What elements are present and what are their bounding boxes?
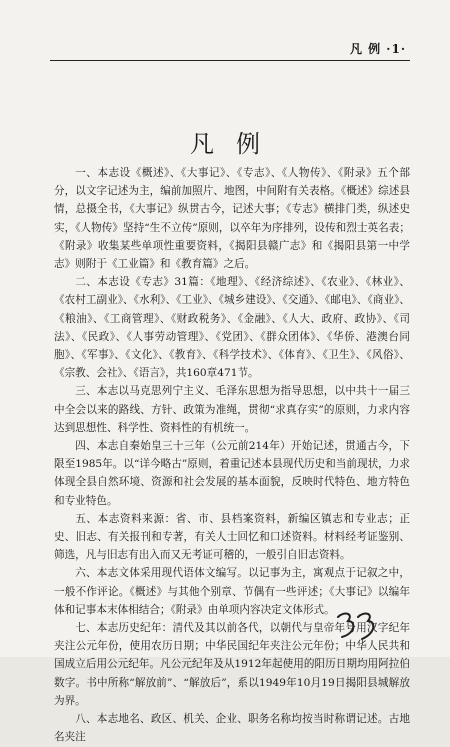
paragraph-1: 一、本志设《概述》、《大事记》、《专志》、《人物传》、《附录》五个部分，以文字记述为主，编前加照片、地图，中间附有关表格。《概述》综述县情，总摄全书，《大事记》纵贯古今，记述大事；《专志》横排门类，纵述史实，《人物传》坚持“生不立传”原则，以卒年为序排列，设传和烈士英名表；《附录》收集某些单项性重要资料，《揭阳县赣广志》和《揭阳县第一中学志》则附于《工业篇》和《教育篇》之后。 xyxy=(54,167,410,271)
handwritten-page-number xyxy=(334,609,380,643)
paragraph-7: 七、本志历史纪年：清代及其以前各代，以朝代与皇帝年号用汉字纪年夹注公元年份，使用农历日期；中华民国纪年夹注公元年份；中华人民共和国成立后用公元纪年。凡公元纪年及从1912年起使用的阳历日期均用阿拉伯数字。书中所称“解放前”、“解放后”，系以1949年10月19日揭阳县城解放为界。 xyxy=(54,622,410,707)
paragraph-3: 三、本志以马克思列宁主义、毛泽东思想为指导思想，以中共十一届三中全会以来的路线、方针、政策为准绳，贯彻“求真存实”的原则，力求内容达到思想性、科学性、资料性的有机统一。 xyxy=(54,385,410,434)
paragraph-6: 六、本志文体采用现代语体文编写。以记事为主，寓观点于记叙之中，一般不作评论。《概述》与其他个别章、节偶有一些评述；《大事记》以编年体和记事本末体相结合；《附录》由单项内容决定文体形式。 xyxy=(54,567,410,616)
paragraph-4: 四、本志自秦始皇三十三年（公元前214年）开始记述，贯通古今，下限至1985年。以“详今略古”原则，着重记述本县现代历史和当前现状，力求体现全县自然环境、资源和社会发展的基本面貌，反映时代特色、地方特色和专业特色。 xyxy=(54,440,410,507)
body-text xyxy=(54,164,410,747)
paragraph-2: 二、本志设《专志》31篇：《地理》、《经济综述》、《农业》、《林业》、《农村工副业》、《水利》、《工业》、《城乡建设》、《交通》、《邮电》、《商业》、《粮油》、《工商管理》、《财政税务》、《金融》、《人大、政府、政协》、《司法》、《民政》、《人事劳动管理》、《党团》、《群众团体》、《华侨、港澳台同胞》、《军事》、《文化》、《教育》、《科学技术》、《体育》、《卫生》、《风俗》、《宗教、会社》、《语言》，共160章471节。 xyxy=(54,276,410,380)
paragraph-5: 五、本志资料来源：省、市、县档案资料，新编区镇志和专业志；正史、旧志、有关报刊和专著，有关人士回忆和口述资料。材料经考证鉴别、筛选，凡与旧志有出入而又无考证可稽的，一般引自旧志资料。 xyxy=(54,512,410,562)
page-title: 凡例 xyxy=(190,130,282,158)
running-header: 凡 例 ·1· xyxy=(349,42,406,56)
paragraph-8: 八、本志地名、政区、机关、企业、职务名称均按当时称谓记述。古地名夹注 xyxy=(54,713,410,744)
header-rule xyxy=(50,60,410,61)
